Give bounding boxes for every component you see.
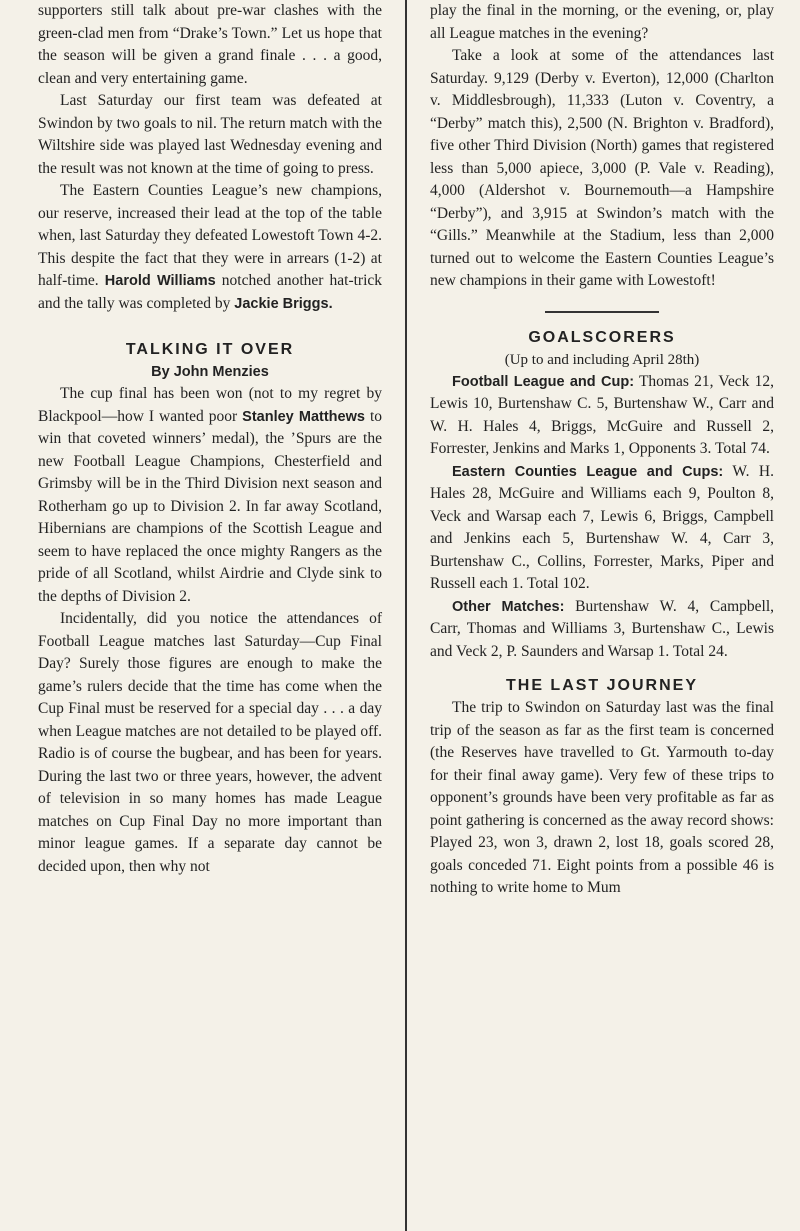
eastern-counties-label: Eastern Counties League and Cups: xyxy=(452,463,724,480)
continuation-paragraph: play the final in the morning, or the evening, or, play all League matches in the evening? xyxy=(430,2,774,42)
football-league-label: Football League and Cup: xyxy=(452,373,635,390)
intro-paragraph: supporters still talk about pre-war clashes with the green-clad men from “Drake’s Town.” Let us hope that the season will be given a grand finale . . . a good, clean and very entertaining game. xyxy=(38,2,382,87)
other-matches-text: Burtenshaw W. 4, Campbell, Carr, Thomas and Williams 3, Burtenshaw C., Lewis and Veck 2, P. Saunders and Warsap 1. Total 24. xyxy=(430,597,774,660)
player-name-briggs: Jackie Briggs. xyxy=(234,295,333,312)
player-name-williams: Harold Williams xyxy=(104,273,216,289)
football-league-text: Thomas 21, Veck 12, Lewis 10, Burtenshaw C. 5, Burtenshaw W., Carr and W. H. Hales 4, Briggs, McGuire and Russell 2, Forrester, Jenkins and Marks 1, Opponents 3. Total 74. xyxy=(430,372,774,457)
cup-text-b: to win that coveted winners’ medal), the ’Spurs are the new Football League Champions, Chesterfield and Grimsby will be in the Third Division next season and Rotherham go up to Division 2. In far away Scotland, Hibernians are champions of the Scottish League and seem to have replaced the once mighty Rangers as the pride of all Scotland, whilst Airdrie and Clyde sink to the depths of Division 2. xyxy=(38,407,382,605)
left-column xyxy=(38,0,382,878)
cup-final-paragraph xyxy=(38,383,382,608)
player-name-matthews: Stanley Matthews xyxy=(242,408,365,425)
other-matches-scorers xyxy=(430,596,774,664)
swindon-paragraph: Last Saturday our first team was defeated at Swindon by two goals to nil. The return match with the Wiltshire side was played last Wednesday evening and the result was not known at the time of going to press. xyxy=(38,92,382,177)
other-matches-label: Other Matches: xyxy=(452,598,565,615)
attendances-paragraph: Take a look at some of the attendances last Saturday. 9,129 (Derby v. Everton), 12,000 (Charlton v. Middlesbrough), 11,333 (Luton v. Coventry, a “Derby” match this), 2,500 (N. Brighton v. Bradford), five other Third Division (North) games that registered less than 5,000 apiece, 3,000 (P. Vale v. Reading), 4,000 (Aldershot v. Bournemouth—a Hampshire “Derby”), and 3,915 at Swindon’s match with the “Gills.” Meanwhile at the Stadium, less than 2,000 turned out to welcome the Eastern Counties League’s new champions in their game with Lowestoft! xyxy=(430,47,774,289)
incidentally-paragraph: Incidentally, did you notice the attendances of Football League matches last Saturday—Cup Final Day? Surely those figures are enough to make the game’s rulers decide that the time has come when the Cup Final must be reserved for a special day . . . a day when League matches are not detailed to be played off. Radio is of course the bugbear, and has been for years. During the last two or three years, however, the advent of television in so many homes has made League matches on Cup Final Day no more important than minor league games. If a separate day cannot be decided upon, then why not xyxy=(38,610,382,875)
eastern-counties-text: W. H. Hales 28, McGuire and Williams each 9, Poulton 8, Veck and Warsap each 7, Lewis 6, Briggs, Campbell and Jenkins each 5, Burtenshaw W. 4, Carr 3, Burtenshaw C., Collins, Forrester, Marks, Piper and Russell each 1. Total 102. xyxy=(430,462,774,592)
last-journey-heading: THE LAST JOURNEY xyxy=(505,677,698,694)
talking-it-over-heading: TALKING IT OVER xyxy=(125,341,295,358)
goalscorers-subtitle: (Up to and including April 28th) xyxy=(504,351,700,368)
column-divider xyxy=(405,0,407,1231)
right-column xyxy=(430,0,774,900)
football-league-scorers xyxy=(430,371,774,461)
eastern-counties-scorers xyxy=(430,461,774,596)
reserve-text-b: notched another hat-trick and the tally was completed by xyxy=(38,272,383,312)
byline: By John Menzies xyxy=(151,364,269,380)
reserve-text-a: The Eastern Counties League’s new champions, our reserve, increased their lead at the top of the table when, last Saturday they defeated Lowestoft Town 4-2. This despite the fact that they were in arrears (1-2) at half-time. xyxy=(38,182,382,289)
cup-text-a: The cup final has been won (not to my regret by Blackpool—how I wanted poor xyxy=(38,385,382,425)
reserve-paragraph xyxy=(38,180,382,315)
goalscorers-heading: GOALSCORERS xyxy=(528,328,676,346)
last-journey-paragraph: The trip to Swindon on Saturday last was the final trip of the season as far as the first team is concerned (the Reserves have travelled to Gt. Yarmouth to-day for their final away game). Very few of these trips to opponent’s grounds have been very profitable as far as point gathering is concerned as the away record shows: Played 23, won 3, drawn 2, lost 18, goals scored 28, goals conceded 71. Eight points from a possible 46 is nothing to write home to Mum xyxy=(430,699,774,896)
section-rule xyxy=(545,311,659,313)
